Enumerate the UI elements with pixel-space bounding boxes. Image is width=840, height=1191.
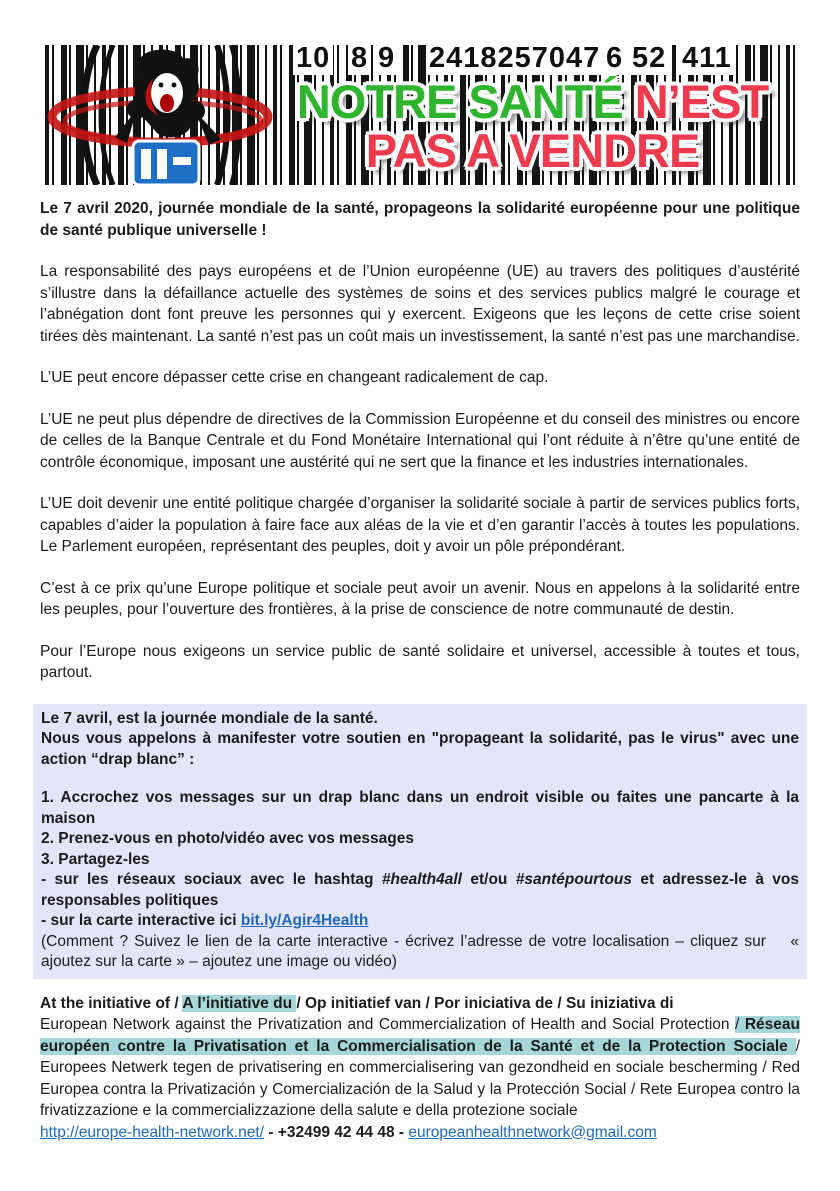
text-segment: et adressez-le à vos responsables politiques [41, 871, 800, 909]
blue-sign-graphic [133, 141, 199, 185]
text-segment: et/ou [462, 871, 516, 888]
text-segment: 3. Partagez-les [41, 850, 150, 868]
slogan-line2: PAS A VENDRE [365, 124, 700, 177]
action-box-line [41, 709, 799, 730]
text-segment: 2. Prenez-vous en photo/vidéo avec vos messages [41, 830, 415, 847]
initiative-section [40, 993, 800, 1122]
text-segment: #health4all [381, 871, 462, 888]
action-box-line [41, 829, 799, 850]
intro-paragraph: Pour l’Europe nous exigeons un service public de santé solidaire et universel, accessible à toutes et tous, partout. [40, 642, 800, 681]
slogan-line1-red: N’EST [634, 75, 769, 128]
text-segment: (Comment ? Suivez le lien de la carte interactive - écrivez l’adresse de votre localisation – cliquez sur « ajoutez sur la carte » – ajoutez une image ou vidéo) [41, 932, 799, 970]
banner-slogan [270, 77, 795, 175]
text-segment: A l’initiative du [182, 994, 297, 1012]
slogan-line1-green: NOTRE SANTÉ [296, 75, 635, 128]
document-body [40, 198, 800, 1163]
footer-contacts [40, 1122, 800, 1144]
barcode-number: 2418257047 [426, 45, 603, 75]
text-segment: / Op initiatief van / Por iniciativa de / Su iniziativa di [296, 994, 674, 1012]
intro-heading: Le 7 avril 2020, journée mondiale de la santé, propageons la solidarité européenne pour une politique de santé publique universelle ! [40, 200, 800, 239]
intro-paragraph: L’UE peut encore dépasser cette crise en changeant radicalement de cap. [40, 369, 549, 386]
website-link[interactable]: http://europe-health-network.net/ [40, 1123, 265, 1141]
text-segment: Le 7 avril, est la journée mondiale de la santé. [41, 709, 378, 727]
intro-paragraph: L’UE ne peut plus dépendre de directives de la Commission Européenne et du conseil des ministres ou encore de celles de la Banque Centrale et du Fond Monétaire International qui l’ont réduite à n’être qu’une entité de contrôle économique, imposant une austérité qui ne sert que la finance et les industries internationales. [40, 410, 800, 471]
text-segment: 1. Accrochez vos messages sur un drap blanc dans un endroit visible ou faites une pancarte à la maison [41, 789, 799, 827]
text-segment: - sur les réseaux sociaux avec le hashtag [41, 871, 382, 888]
map-link[interactable]: bit.ly/Agir4Health [240, 912, 369, 929]
text-segment: - +32499 42 44 48 - [264, 1123, 409, 1141]
text-segment: - sur la carte interactive ici [41, 912, 241, 929]
barcode-number: 6 [603, 45, 626, 75]
text-segment: #santépourtous [515, 871, 633, 888]
intro-paragraph: L’UE doit devenir une entité politique chargée d’organiser la solidarité sociale à partir de services publics forts, capables d’aider la population à faire face aux aléas de la vie et d’en garantir l’accès à toutes les populations. Le Parlement européen, représentant des peuples, doit y avoir un pôle prépondérant. [40, 495, 800, 555]
barcode-number: 9 [375, 45, 398, 75]
text-segment: At the initiative of / [40, 994, 183, 1012]
action-box-line [41, 911, 799, 932]
text-segment: Réseau européen contre la Privatisation et la Commercialisation de la Santé et de la Protection Sociale [40, 1016, 800, 1055]
action-box-line [41, 932, 799, 973]
action-box-line [41, 788, 799, 829]
text-segment: Nous vous appelons à manifester votre soutien en "propageant la solidarité, pas le virus" avec une action “drap blanc” : [41, 730, 799, 768]
initiative-paragraph [40, 1014, 800, 1122]
barcode-number: 10 [293, 45, 333, 75]
text-segment [788, 1038, 796, 1055]
screaming-person-graphic [45, 45, 300, 185]
action-box-line [41, 770, 799, 788]
action-box [33, 704, 807, 979]
intro-paragraph: La responsabilité des pays européens et de l’Union européenne (UE) au travers des politiques d’austérité s’illustre dans la défaillance actuelle des systèmes de soins et des services publics malgré le courage et l’abnégation dont font preuve les personnes qui y exercent. Exigeons que les leçons de cette crise soient tirées dès maintenant. La santé n’est pas un coût mais un investissement, la santé n’est pas une marchandise. [40, 263, 800, 345]
text-segment: / [735, 1016, 745, 1033]
initiative-heading [40, 993, 800, 1015]
text-segment: / Europees Netwerk tegen de privatisering en commercialisering van gezondheid en sociale bescherming / Red Europea contra la Privatización y Comercialización de la Salud y la Protección Social / Rete Europea contro la frivatizzazione e la commercializzazione della salute e della protezione sociale [40, 1037, 800, 1119]
barcode-number: 8 [348, 45, 371, 75]
intro-paragraph: C’est à ce prix qu’une Europe politique et sociale peut avoir un avenir. Nous en appelons à la solidarité entre les peuples, pour l’ouverture des frontières, à la prise de conscience de notre communauté de destin. [40, 579, 800, 618]
text-segment: European Network against the Privatization and Commercialization of Health and Social Protection [40, 1016, 736, 1033]
banner-artwork [45, 45, 795, 185]
action-box-line [41, 870, 799, 911]
barcode-number: 411 [679, 45, 735, 75]
action-box-line [41, 729, 799, 770]
action-box-line [41, 850, 799, 871]
barcode-number: 52 [629, 45, 669, 75]
email-link[interactable]: europeanhealthnetwork@gmail.com [408, 1123, 657, 1141]
